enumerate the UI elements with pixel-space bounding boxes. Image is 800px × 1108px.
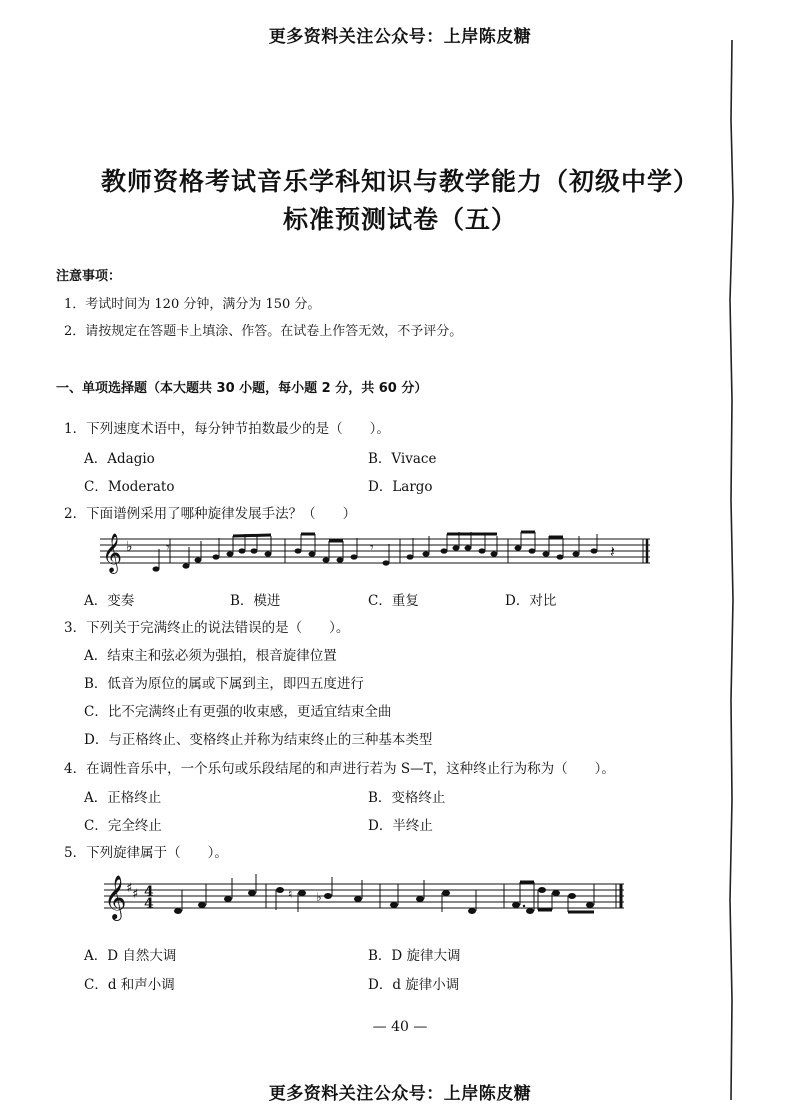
q1-option-a: A．Adagio (84, 451, 155, 467)
scan-edge-line (726, 40, 736, 1100)
time-signature-bottom: 4 (144, 896, 154, 912)
q5-option-b: B．D 旋律大调 (368, 948, 461, 964)
notice-item: 1．考试时间为 120 分钟，满分为 150 分。 (64, 297, 321, 312)
q3-option-d: D．与正格终止、变格终止并称为结束终止的三种基本类型 (84, 732, 433, 748)
q5-option-c: C．d 和声小调 (84, 977, 175, 993)
section-heading: 一、单项选择题（本大题共 30 小题，每小题 2 分，共 60 分） (56, 381, 428, 396)
q2-option-b: B．模进 (230, 593, 281, 609)
svg-text:𝄞: 𝄞 (104, 875, 127, 919)
q5-option-a: A．D 自然大调 (84, 948, 177, 964)
svg-text:♭: ♭ (126, 539, 133, 555)
q3-option-c: C．比不完满终止有更强的收束感，更适宜结束全曲 (84, 704, 392, 720)
q3-option-a: A．结束主和弦必须为强拍，根音旋律位置 (84, 648, 337, 664)
exam-title-line2: 标准预测试卷（五） (282, 205, 517, 234)
question-2-stem: 2．下面谱例采用了哪种旋律发展手法？（ ） (64, 506, 357, 522)
page-number: — 40 — (372, 1019, 428, 1035)
music-score-2 (96, 870, 636, 926)
music-score-1 (90, 527, 660, 577)
q1-option-c: C．Moderato (84, 479, 175, 495)
svg-text:♮: ♮ (288, 887, 293, 901)
q2-option-c: C．重复 (368, 593, 419, 609)
svg-text:♭: ♭ (316, 890, 322, 904)
notice-item: 2．请按规定在答题卡上填涂、作答。在试卷上作答无效，不予评分。 (64, 324, 463, 339)
svg-text:𝄽: 𝄽 (610, 542, 615, 561)
question-5-stem: 5．下列旋律属于（ ）。 (64, 845, 228, 861)
question-3-stem: 3．下列关于完满终止的说法错误的是（ ）。 (64, 620, 350, 636)
q2-option-a: A．变奏 (84, 593, 135, 609)
q4-option-d: D．半终止 (368, 818, 433, 834)
q5-option-d: D．d 旋律小调 (368, 977, 460, 993)
q1-option-b: B．Vivace (368, 451, 437, 467)
svg-text:𝄾: 𝄾 (166, 540, 170, 556)
q4-option-a: A．正格终止 (84, 790, 162, 806)
q3-option-b: B．低音为原位的属或下属到主，即四五度进行 (84, 676, 364, 692)
svg-text:♯: ♯ (132, 887, 139, 902)
header-banner: 更多资料关注公众号：上岸陈皮糖 (268, 27, 532, 47)
q2-option-d: D．对比 (505, 593, 557, 609)
notice-heading: 注意事项： (56, 269, 122, 284)
q1-option-d: D．Largo (368, 479, 433, 495)
svg-text:𝄞: 𝄞 (102, 533, 123, 573)
svg-text:𝄾: 𝄾 (370, 540, 374, 556)
question-1-stem: 1．下列速度术语中，每分钟节拍数最少的是（ ）。 (64, 421, 390, 437)
question-4-stem: 4．在调性音乐中，一个乐句或乐段结尾的和声进行若为 S—T，这种终止行为称为（ ）。 (64, 761, 615, 777)
svg-text:♯: ♯ (126, 881, 133, 896)
exam-title-line1: 教师资格考试音乐学科知识与教学能力（初级中学） (100, 167, 699, 196)
footer-banner: 更多资料关注公众号：上岸陈皮糖 (268, 1084, 532, 1104)
time-signature-top: 4 (144, 884, 154, 900)
q4-option-b: B．变格终止 (368, 790, 446, 806)
q4-option-c: C．完全终止 (84, 818, 162, 834)
